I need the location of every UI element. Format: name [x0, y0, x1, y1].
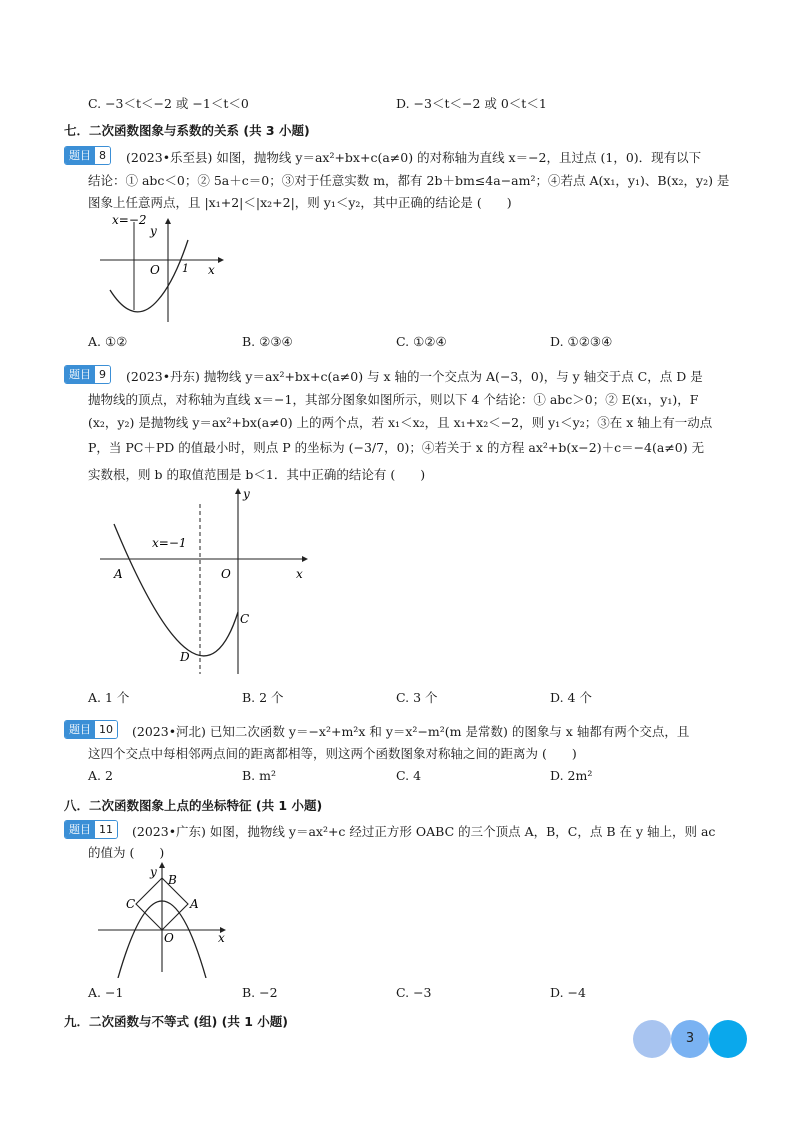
badge-number: 9 [95, 366, 110, 383]
q9-option-c: C. 3 个 [396, 690, 438, 705]
q9-option-a: A. 1 个 [88, 690, 130, 705]
figure-q9 [90, 484, 320, 680]
q9-option-d: D. 4 个 [550, 690, 592, 705]
q9-option-b: B. 2 个 [242, 690, 284, 705]
label-y: y [150, 224, 157, 238]
q8-option-d: D. ①②③④ [550, 334, 613, 349]
figure-q8 [90, 210, 230, 330]
q11-option-c: C. −3 [396, 985, 432, 1000]
label-d: D [180, 650, 190, 664]
page-number: 3 [671, 1020, 709, 1058]
label-x: x [296, 567, 303, 581]
question-10-line2: 这四个交点中每相邻两点间的距离都相等，则这两个函数图象对称轴之间的距离为 ( ) [88, 746, 577, 761]
section-title-7: 七．二次函数图象与系数的关系 (共 3 小题) [64, 123, 310, 138]
q11-option-a: A. −1 [88, 985, 124, 1000]
question-8-line2: 结论：① abc＜0；② 5a＋c＝0；③对于任意实数 m，都有 2b＋bm≤4a−am²；④若点 A(x₁，y₁)、B(x₂，y₂) 是 [88, 173, 730, 188]
decor-circle [633, 1020, 671, 1058]
decor-circle [709, 1020, 747, 1058]
question-badge-10 [64, 720, 118, 739]
label-origin: O [150, 263, 160, 277]
badge-number: 10 [95, 721, 117, 738]
question-9-line4: P，当 PC＋PD 的值最小时，则点 P 的坐标为 (−3/7，0)；④若关于 x 的方程 ax²+b(x−2)＋c＝−4(a≠0) 无 [88, 440, 705, 455]
label-y: y [150, 865, 157, 879]
q8-option-a: A. ①② [88, 334, 128, 349]
question-11-line1: (2023•广东) 如图，抛物线 y＝ax²+c 经过正方形 OABC 的三个顶点 A，B，C，点 B 在 y 轴上，则 ac [132, 824, 716, 839]
label-one: 1 [182, 262, 189, 275]
option-c: C. −3＜t＜−2 或 −1＜t＜0 [88, 96, 249, 111]
label-x: x [218, 931, 225, 945]
q10-option-d: D. 2m² [550, 768, 593, 783]
label-b: B [168, 873, 177, 887]
label-c: C [240, 612, 250, 626]
option-d: D. −3＜t＜−2 或 0＜t＜1 [396, 96, 547, 111]
label-x: x [208, 263, 215, 277]
figure-q11 [90, 860, 240, 978]
label-a: A [190, 897, 199, 911]
q10-option-b: B. m² [242, 768, 276, 783]
question-9-line1: (2023•丹东) 抛物线 y＝ax²+bx+c(a≠0) 与 x 轴的一个交点为 A(−3，0)，与 y 轴交于点 C，点 D 是 [126, 369, 703, 384]
label-origin: O [164, 931, 174, 945]
q10-option-c: C. 4 [396, 768, 422, 783]
question-9-line3: (x₂，y₂) 是抛物线 y＝ax²+bx(a≠0) 上的两个点，若 x₁＜x₂，且 x₁+x₂＜−2，则 y₁＜y₂；③在 x 轴上有一动点 [88, 415, 713, 430]
page-number-badge [633, 1020, 747, 1058]
badge-label: 题目 [65, 147, 95, 164]
badge-number: 11 [95, 821, 117, 838]
label-c: C [126, 897, 136, 911]
label-y: y [243, 487, 250, 501]
question-badge-11 [64, 820, 118, 839]
question-11-line2: 的值为 ( ) [88, 845, 165, 860]
badge-label: 题目 [65, 366, 95, 383]
question-badge-8 [64, 146, 111, 165]
label-origin: O [221, 567, 231, 581]
q11-option-d: D. −4 [550, 985, 586, 1000]
badge-number: 8 [95, 147, 110, 164]
label-axis: x=−2 [112, 213, 147, 227]
q8-option-b: B. ②③④ [242, 334, 293, 349]
section-title-8: 八．二次函数图象上点的坐标特征 (共 1 小题) [64, 798, 323, 813]
question-9-line5: 实数根，则 b 的取值范围是 b＜1．其中正确的结论有 ( ) [88, 467, 426, 482]
label-axis: x=−1 [152, 536, 187, 550]
question-9-line2: 抛物线的顶点，对称轴为直线 x＝−1，其部分图象如图所示，则以下 4 个结论：① abc＞0；② E(x₁，y₁)，F [88, 392, 699, 407]
q8-option-c: C. ①②④ [396, 334, 447, 349]
question-8-line3: 图象上任意两点，且 |x₁+2|＜|x₂+2|，则 y₁＜y₂，其中正确的结论是 ( ) [88, 195, 512, 210]
badge-label: 题目 [65, 721, 95, 738]
question-badge-9 [64, 365, 111, 384]
question-8-line1: (2023•乐至县) 如图，抛物线 y＝ax²+bx+c(a≠0) 的对称轴为直线 x＝−2，且过点 (1，0)．现有以下 [126, 150, 702, 165]
question-10-line1: (2023•河北) 已知二次函数 y＝−x²+m²x 和 y＝x²−m²(m 是常数) 的图象与 x 轴都有两个交点，且 [132, 724, 690, 739]
badge-label: 题目 [65, 821, 95, 838]
section-title-9: 九．二次函数与不等式 (组) (共 1 小题) [64, 1014, 288, 1029]
q11-option-b: B. −2 [242, 985, 278, 1000]
q10-option-a: A. 2 [88, 768, 113, 783]
label-a: A [114, 567, 123, 581]
